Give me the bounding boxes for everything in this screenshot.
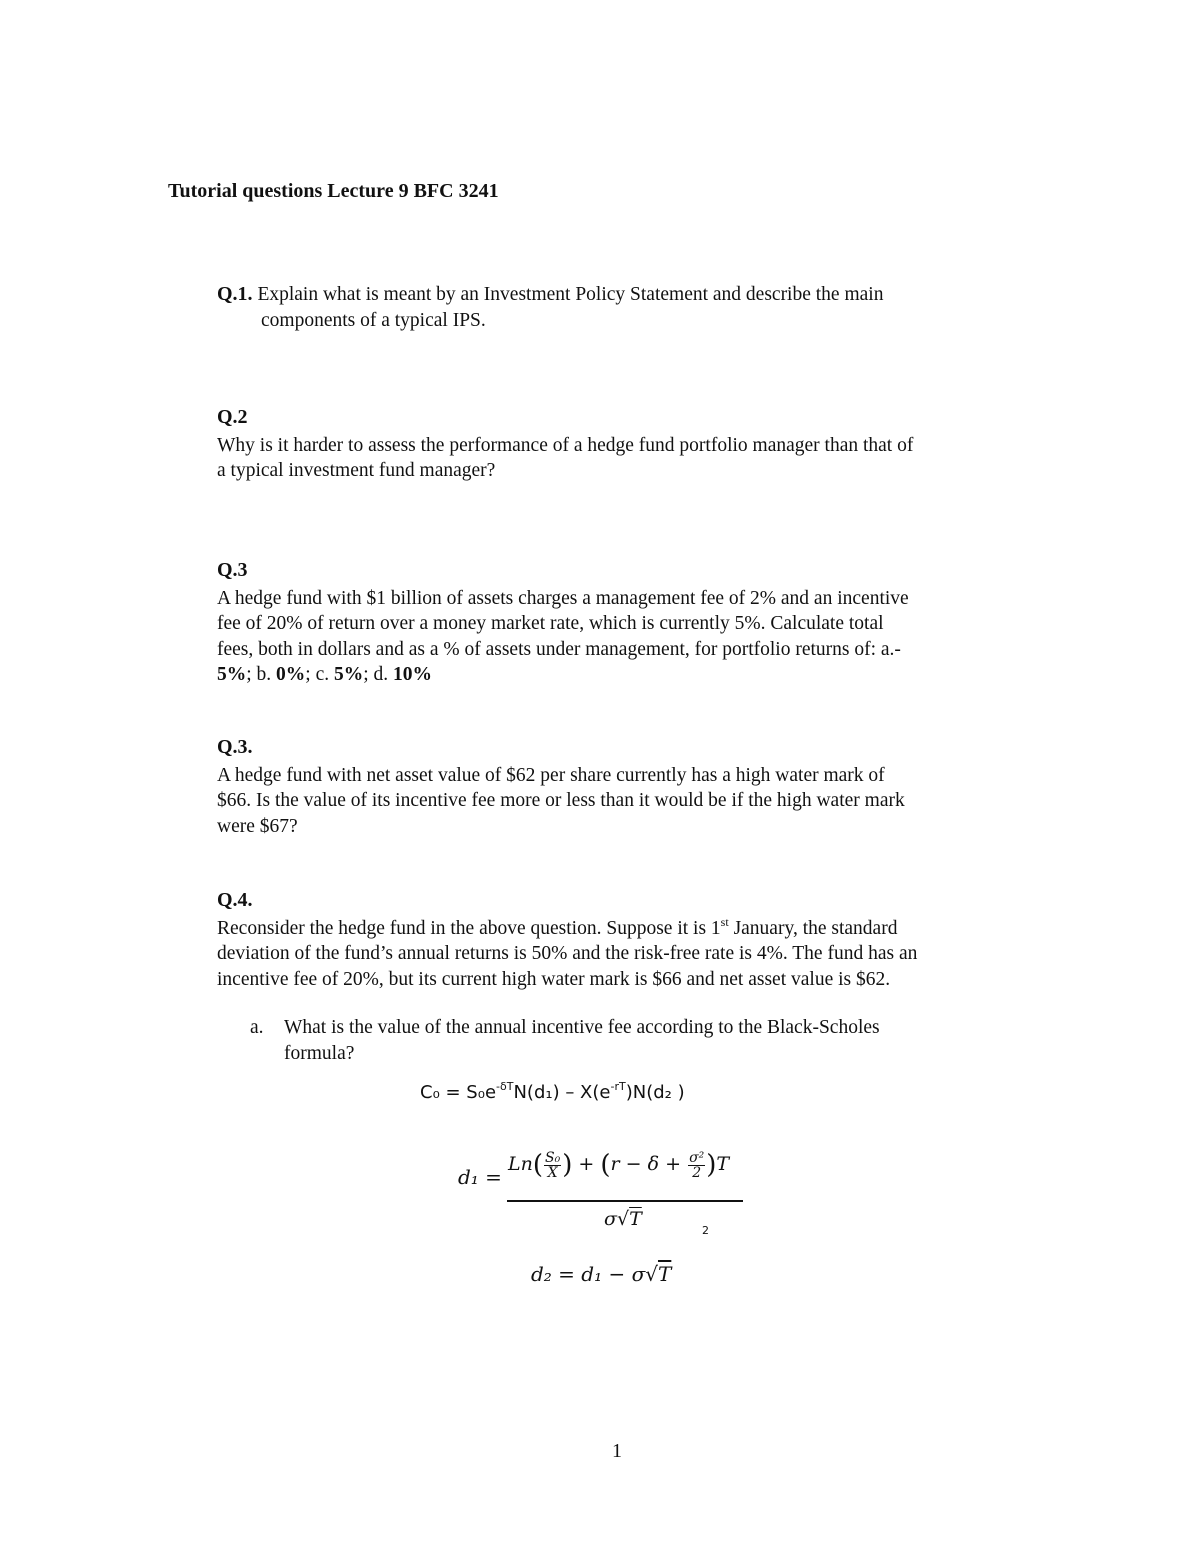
question-3b-label: Q.3. xyxy=(217,736,253,758)
ordinal-suffix: st xyxy=(720,914,729,929)
question-3b-text-line2: $66. Is the value of its incentive fee more or less than it would be if the high water mark xyxy=(217,790,905,811)
question-2-text-line2: a typical investment fund manager? xyxy=(217,460,496,481)
question-4-text-line2: deviation of the fund’s annual returns is 50% and the risk-free rate is 4%. The fund has an xyxy=(217,943,918,964)
page-number: 1 xyxy=(612,1440,622,1462)
d2-formula: d₂ = d₁ − σ√T xyxy=(531,1262,672,1286)
question-3-text-line3: fees, both in dollars and as a % of assets under management, for portfolio returns of: a.- xyxy=(217,638,901,660)
question-3-high-water-mark xyxy=(217,735,905,839)
question-4 xyxy=(217,888,917,992)
d1-fraction-bar xyxy=(507,1200,743,1202)
d1-denominator: σ√T xyxy=(604,1208,642,1230)
question-3-text-line2: fee of 20% of return over a money market rate, which is currently 5%. Calculate total xyxy=(217,613,884,634)
question-4-text-line3: incentive fee of 20%, but its current high water mark is $66 and net asset value is $62. xyxy=(217,968,891,990)
question-2 xyxy=(217,405,913,484)
question-3-text-line1: A hedge fund with $1 billion of assets charges a management fee of 2% and an incentive xyxy=(217,587,909,609)
part-a-marker: a. xyxy=(250,1017,264,1038)
question-2-label: Q.2 xyxy=(217,406,248,428)
question-1-text: Explain what is meant by an Investment Policy Statement and describe the main xyxy=(252,284,884,305)
return-option-b: 0% xyxy=(276,664,306,685)
option-sep-b: ; b. xyxy=(246,664,277,685)
question-4-label: Q.4. xyxy=(217,889,253,911)
question-4-part-a xyxy=(250,1015,880,1066)
question-1-label: Q.1. xyxy=(217,283,253,305)
stray-subscript: 2 xyxy=(702,1224,709,1237)
question-3b-text-line3: were $67? xyxy=(217,815,298,837)
option-sep-c: ; c. xyxy=(305,664,334,685)
d1-label: d₁ = xyxy=(458,1165,502,1189)
question-3-text-line4 xyxy=(217,662,909,688)
part-a-text-line2: formula? xyxy=(284,1042,355,1064)
return-option-c: 5% xyxy=(334,664,364,685)
question-2-text-line1: Why is it harder to assess the performance of a hedge fund portfolio manager than that of xyxy=(217,434,914,456)
option-sep-d: ; d. xyxy=(363,664,394,685)
question-3b-text-line1: A hedge fund with net asset value of $62 per share currently has a high water mark of xyxy=(217,764,885,786)
question-4-text-line1: Reconsider the hedge fund in the above question. Suppose it is 1st January, the standard xyxy=(217,914,898,939)
question-3-label: Q.3 xyxy=(217,559,248,581)
question-1 xyxy=(217,282,883,333)
return-option-d: 10% xyxy=(393,664,433,685)
question-3-fees xyxy=(217,558,909,688)
part-a-text-line1: What is the value of the annual incentive fee according to the Black-Scholes xyxy=(284,1017,880,1038)
black-scholes-call-formula: $C_0 = S_0e^{-\delta T}N(d_1) - X(e^{-rT})N(d_2$ ) xyxy=(420,1080,685,1103)
question-1-text-line2: components of a typical IPS. xyxy=(261,309,486,331)
return-option-a: 5% xyxy=(217,664,247,685)
document-title: Tutorial questions Lecture 9 BFC 3241 xyxy=(168,180,499,202)
d1-numerator: Ln( $\frac{\text{S₀}}{X}$ ) + (r − δ + $\frac{\text{σ²}}{2}$ )T xyxy=(508,1149,730,1181)
